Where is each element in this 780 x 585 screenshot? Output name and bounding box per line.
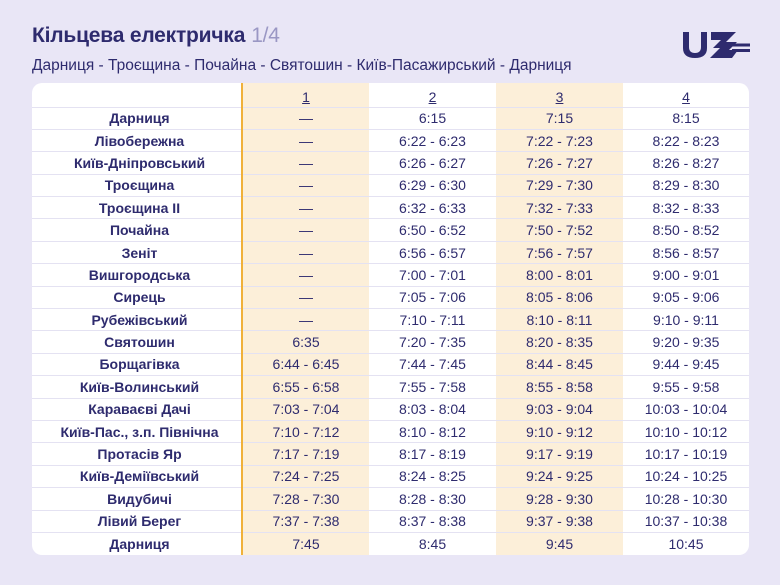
station-name: Київ-Пас., з.п. Північна: [32, 420, 242, 442]
time-cell: 8:56 - 8:57: [623, 241, 749, 263]
time-cell: 8:55 - 8:58: [496, 376, 623, 398]
station-name: Київ-Дніпровський: [32, 152, 242, 174]
table-row: [32, 376, 749, 398]
station-name: Протасів Яр: [32, 443, 242, 465]
table-row: [32, 107, 749, 129]
time-cell: 8:37 - 8:38: [369, 510, 496, 532]
train-column-header: 1: [242, 83, 369, 107]
table-row: [32, 420, 749, 442]
station-name: Сирець: [32, 286, 242, 308]
table-row: [32, 241, 749, 263]
table-row: [32, 264, 749, 286]
station-name: Вишгородська: [32, 264, 242, 286]
time-cell: —: [242, 241, 369, 263]
time-cell: 7:28 - 7:30: [242, 488, 369, 510]
time-cell: 9:37 - 9:38: [496, 510, 623, 532]
time-cell: 7:56 - 7:57: [496, 241, 623, 263]
time-cell: 10:37 - 10:38: [623, 510, 749, 532]
time-cell: 7:44 - 7:45: [369, 353, 496, 375]
station-name: Почайна: [32, 219, 242, 241]
time-cell: 7:15: [496, 107, 623, 129]
table-body: [32, 107, 749, 555]
time-cell: —: [242, 264, 369, 286]
train-column-header: 2: [428, 88, 437, 105]
station-name: Київ-Деміївський: [32, 465, 242, 487]
time-cell: 6:29 - 6:30: [369, 174, 496, 196]
time-cell: 9:03 - 9:04: [496, 398, 623, 420]
time-cell: 7:00 - 7:01: [369, 264, 496, 286]
time-cell: —: [242, 219, 369, 241]
time-cell: 6:56 - 6:57: [369, 241, 496, 263]
time-cell: 8:03 - 8:04: [369, 398, 496, 420]
station-name: Київ-Волинський: [32, 376, 242, 398]
time-cell: 6:44 - 6:45: [242, 353, 369, 375]
route-description: Дарниця - Троєщина - Почайна - Святошин - Київ-Пасажирський - Дарниця: [32, 57, 572, 74]
time-cell: 10:28 - 10:30: [623, 488, 749, 510]
header: [32, 24, 572, 75]
table-row: [32, 532, 749, 554]
station-name: Троєщина II: [32, 197, 242, 219]
time-cell: 9:45: [496, 532, 623, 554]
station-name: Рубежівський: [32, 309, 242, 331]
station-name: Дарниця: [32, 107, 242, 129]
time-cell: 7:32 - 7:33: [496, 197, 623, 219]
time-cell: 8:50 - 8:52: [623, 219, 749, 241]
time-cell: 8:45: [369, 532, 496, 554]
time-cell: 7:22 - 7:23: [496, 129, 623, 151]
time-cell: 10:24 - 10:25: [623, 465, 749, 487]
time-cell: 9:24 - 9:25: [496, 465, 623, 487]
time-cell: 8:05 - 8:06: [496, 286, 623, 308]
station-name: Борщагівка: [32, 353, 242, 375]
time-cell: 6:15: [369, 107, 496, 129]
time-cell: 8:32 - 8:33: [623, 197, 749, 219]
time-cell: 8:17 - 8:19: [369, 443, 496, 465]
time-cell: 8:15: [623, 107, 749, 129]
table-row: [32, 174, 749, 196]
time-cell: —: [242, 152, 369, 174]
table-row: [32, 331, 749, 353]
time-cell: —: [242, 129, 369, 151]
time-cell: —: [242, 286, 369, 308]
page-title: [32, 24, 572, 48]
time-cell: 8:28 - 8:30: [369, 488, 496, 510]
table-row: [32, 197, 749, 219]
time-cell: 7:24 - 7:25: [242, 465, 369, 487]
station-name: Святошин: [32, 331, 242, 353]
time-cell: 9:10 - 9:12: [496, 420, 623, 442]
train-column-header: 4: [682, 88, 690, 105]
time-cell: 9:20 - 9:35: [623, 331, 749, 353]
table-row: [32, 152, 749, 174]
station-name: Лівий Берег: [32, 510, 242, 532]
time-cell: 7:29 - 7:30: [496, 174, 623, 196]
station-name: Троєщина: [32, 174, 242, 196]
time-cell: 6:22 - 6:23: [369, 129, 496, 151]
time-cell: 8:24 - 8:25: [369, 465, 496, 487]
time-cell: 10:10 - 10:12: [623, 420, 749, 442]
station-column-header: [32, 83, 242, 107]
table-row: [32, 510, 749, 532]
time-cell: 8:00 - 8:01: [496, 264, 623, 286]
time-cell: 9:17 - 9:19: [496, 443, 623, 465]
time-cell: 6:26 - 6:27: [369, 152, 496, 174]
time-cell: 7:55 - 7:58: [369, 376, 496, 398]
time-cell: 6:32 - 6:33: [369, 197, 496, 219]
time-cell: 8:22 - 8:23: [623, 129, 749, 151]
time-cell: 6:55 - 6:58: [242, 376, 369, 398]
time-cell: 9:44 - 9:45: [623, 353, 749, 375]
train-column-header: 3: [496, 83, 623, 107]
title-text: Кільцева електричка: [32, 24, 246, 47]
table-header-row: [32, 83, 749, 107]
time-cell: 9:05 - 9:06: [623, 286, 749, 308]
time-cell: 7:10 - 7:11: [369, 309, 496, 331]
time-cell: 8:26 - 8:27: [623, 152, 749, 174]
station-name: Зеніт: [32, 241, 242, 263]
table-row: [32, 286, 749, 308]
time-cell: 9:00 - 9:01: [623, 264, 749, 286]
time-cell: 8:44 - 8:45: [496, 353, 623, 375]
time-cell: 7:03 - 7:04: [242, 398, 369, 420]
table-row: [32, 129, 749, 151]
table-row: [32, 488, 749, 510]
table-row: [32, 309, 749, 331]
time-cell: 9:28 - 9:30: [496, 488, 623, 510]
time-cell: 8:20 - 8:35: [496, 331, 623, 353]
time-cell: 9:10 - 9:11: [623, 309, 749, 331]
time-cell: 7:20 - 7:35: [369, 331, 496, 353]
station-name: Лівобережна: [32, 129, 242, 151]
time-cell: 6:50 - 6:52: [369, 219, 496, 241]
station-name: Видубичі: [32, 488, 242, 510]
time-cell: 7:10 - 7:12: [242, 420, 369, 442]
time-cell: 7:17 - 7:19: [242, 443, 369, 465]
time-cell: —: [242, 174, 369, 196]
station-name: Дарниця: [32, 532, 242, 554]
page-indicator: 1/4: [251, 24, 280, 47]
time-cell: 10:03 - 10:04: [623, 398, 749, 420]
time-cell: 6:35: [242, 331, 369, 353]
time-cell: —: [242, 107, 369, 129]
time-cell: 7:05 - 7:06: [369, 286, 496, 308]
time-cell: 7:26 - 7:27: [496, 152, 623, 174]
time-cell: 9:55 - 9:58: [623, 376, 749, 398]
time-cell: —: [242, 197, 369, 219]
time-cell: 10:45: [623, 532, 749, 554]
table-row: [32, 353, 749, 375]
time-cell: 7:37 - 7:38: [242, 510, 369, 532]
table-row: [32, 398, 749, 420]
schedule-table: [32, 83, 749, 555]
time-cell: 10:17 - 10:19: [623, 443, 749, 465]
table-row: [32, 219, 749, 241]
time-cell: 7:45: [242, 532, 369, 554]
time-cell: 8:29 - 8:30: [623, 174, 749, 196]
time-cell: 7:50 - 7:52: [496, 219, 623, 241]
table-row: [32, 465, 749, 487]
time-cell: 8:10 - 8:11: [496, 309, 623, 331]
time-cell: 8:10 - 8:12: [369, 420, 496, 442]
table-row: [32, 443, 749, 465]
time-cell: —: [242, 309, 369, 331]
station-name: Караваєві Дачі: [32, 398, 242, 420]
schedule-card: [32, 83, 749, 555]
uz-logo-icon: [680, 28, 750, 60]
